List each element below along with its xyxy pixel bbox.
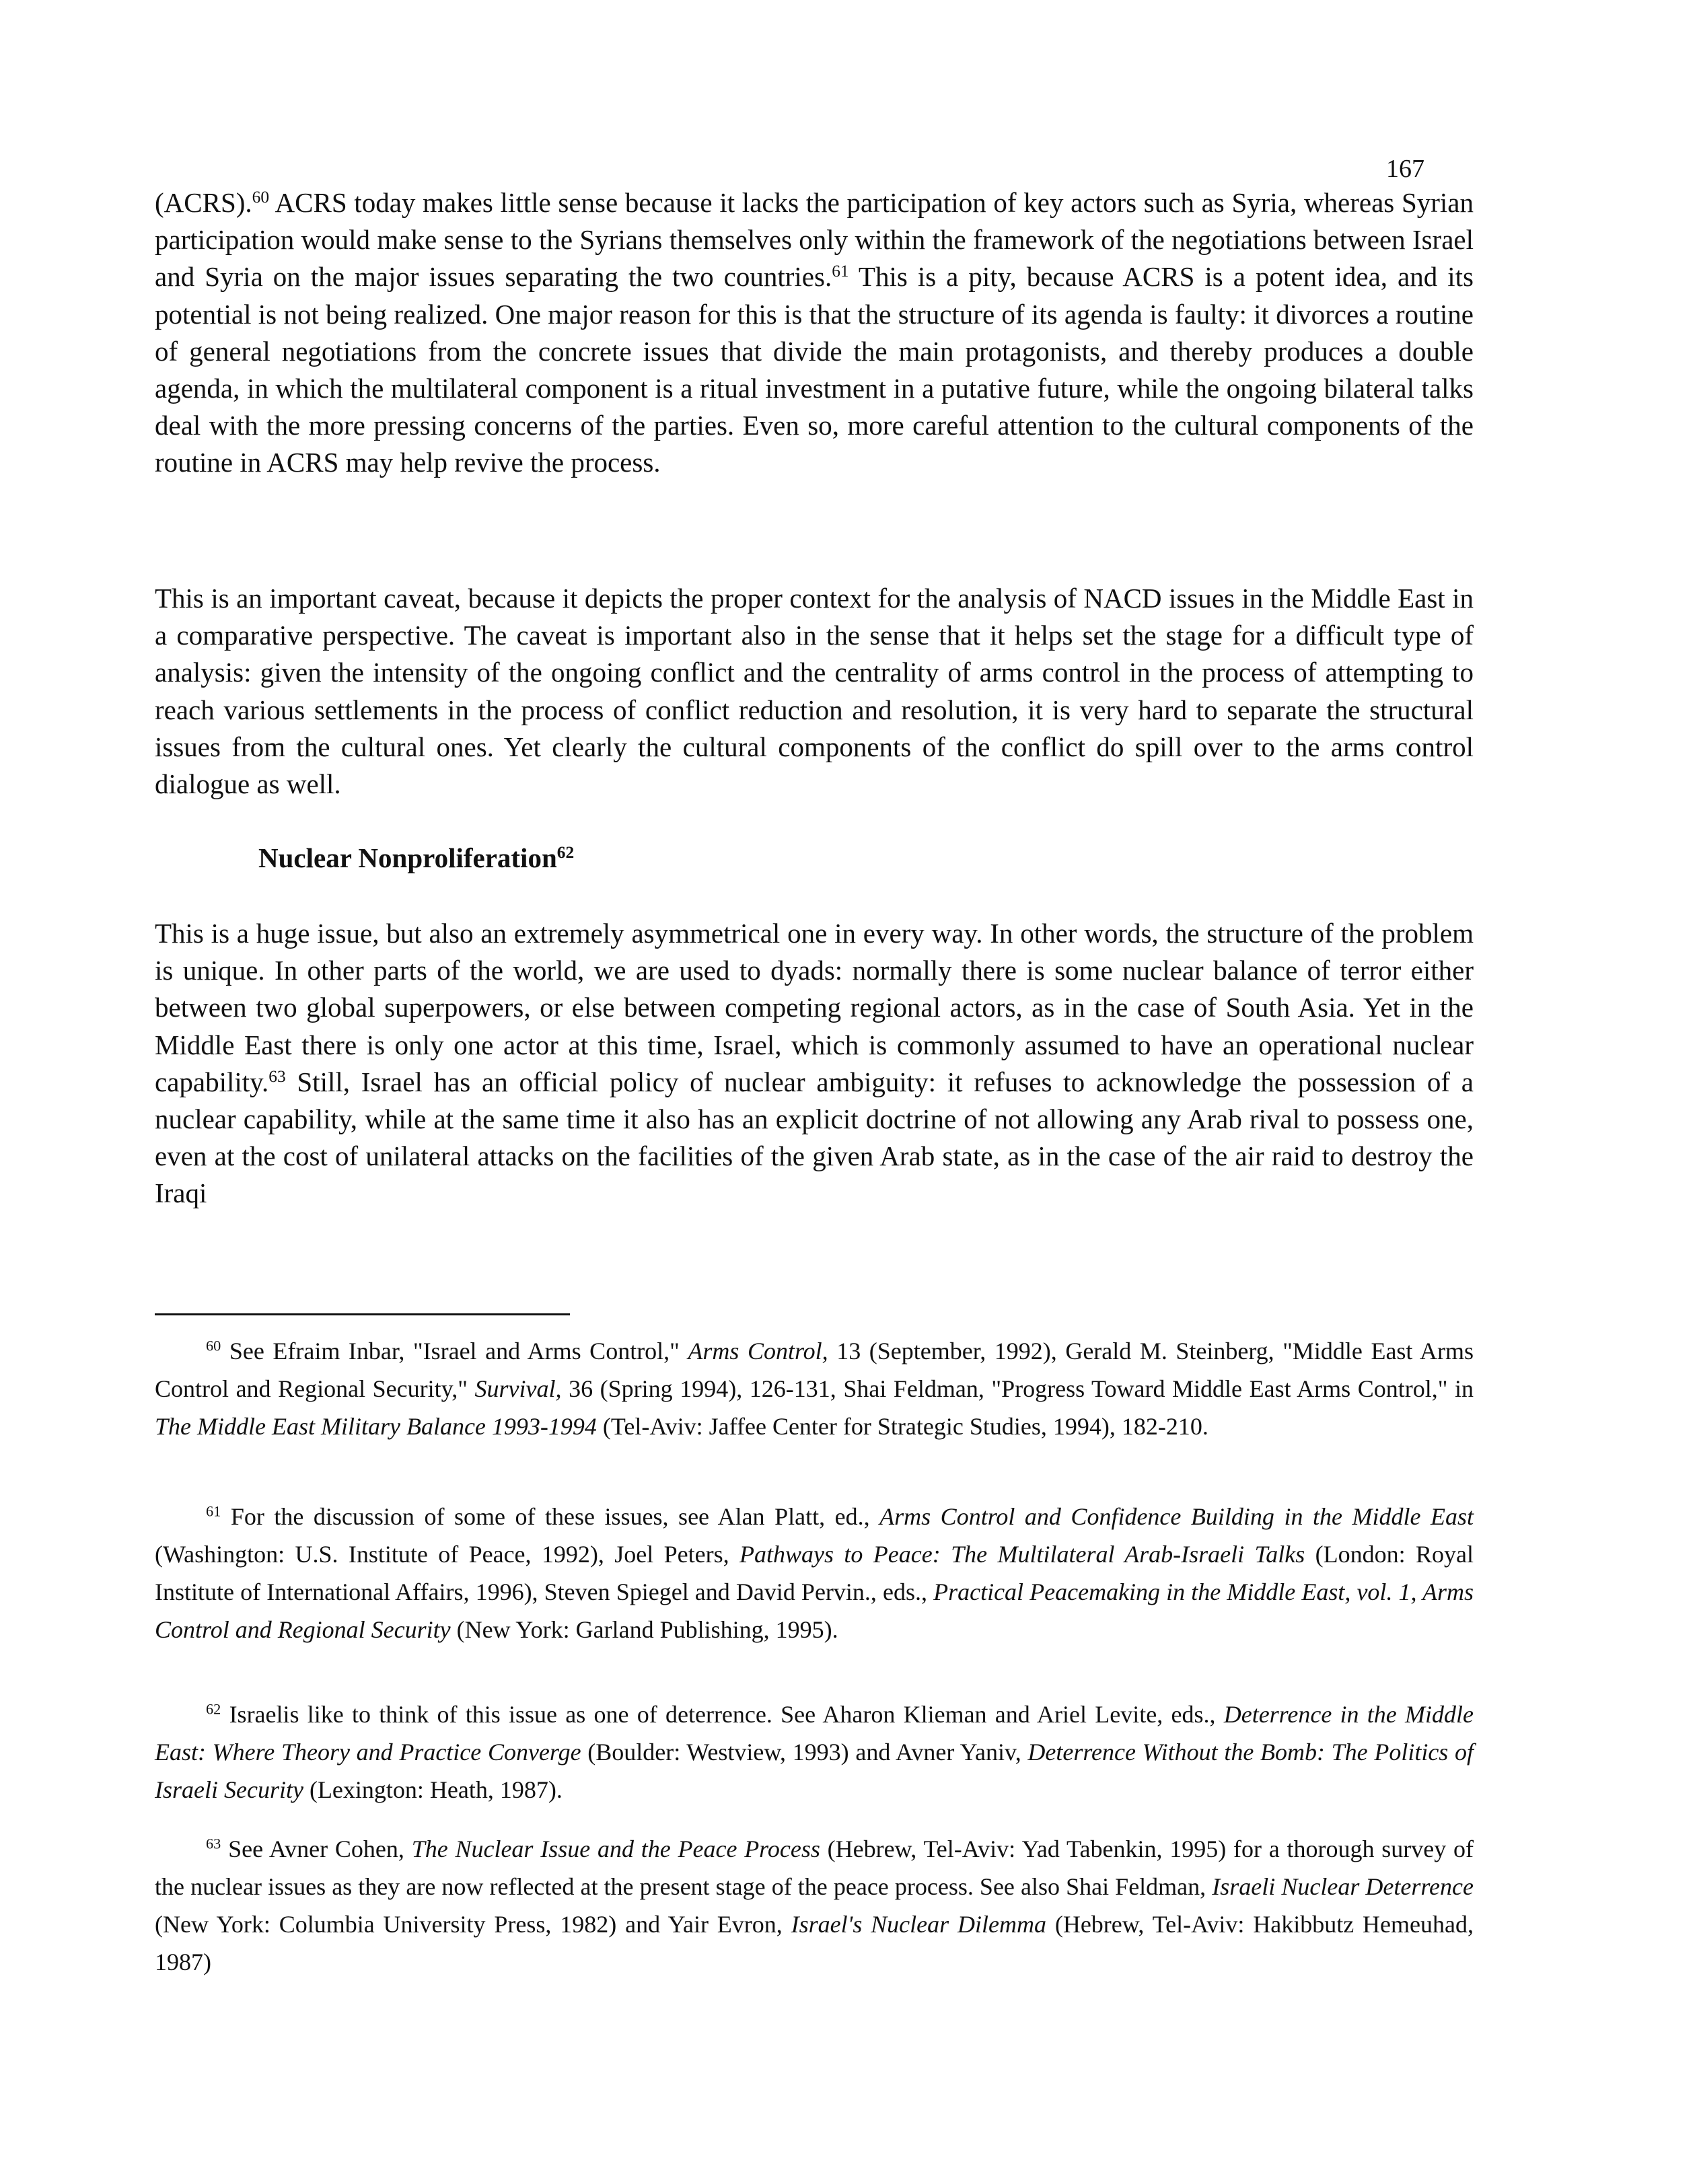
section-heading-text: Nuclear Nonproliferation (258, 842, 557, 873)
footnote-text-run: (Boulder: Westview, 1993) and Avner Yaniv, (581, 1739, 1028, 1766)
footnote-number: 61 (206, 1502, 221, 1520)
footnote-text-run: (Hebrew, Tel-Aviv: Yad Tabenkin, 1995) for a thorough survey of the nuclear issues as they are now reflected at the present stage of the peace process. See also Shai Feldman, (155, 1835, 1474, 1900)
footnote-italic-title: Deterrence Without the Bomb: The Politics of Israeli Security (155, 1739, 1474, 1803)
footnote-62 (155, 1696, 1474, 1809)
body-paragraph-1 (155, 184, 1474, 482)
body-paragraph-3 (155, 915, 1474, 1212)
paragraph-text-run: This is an important caveat, because it depicts the proper context for the analysis of NACD issues in the Middle East in a comparative perspective. The caveat is important also in the sense that it helps set the stage for a difficult type of analysis: given the intensity of the ongoing conflict and the centrality of arms control in the process of attempting to reach various settlements in the process of conflict reduction and resolution, it is very hard to separate the structural issues from the cultural ones. Yet clearly the cultural components of the conflict do spill over to the arms control dialogue as well. (155, 583, 1474, 800)
footnote-text-run: (Washington: U.S. Institute of Peace, 1992), Joel Peters, (155, 1541, 740, 1568)
footnote-63 (155, 1830, 1474, 1981)
footnote-text-run: (New York: Columbia University Press, 1982) and Yair Evron, (155, 1911, 791, 1938)
footnote-text-run: (Lexington: Heath, 1987). (303, 1776, 563, 1803)
section-heading (258, 842, 574, 875)
footnote-text-run: (Hebrew, Tel-Aviv: Hakibbutz Hemeuhad, 1987) (155, 1911, 1474, 1975)
footnote-text-run: See Avner Cohen, (221, 1835, 412, 1862)
footnote-text-run: Israelis like to think of this issue as one of deterrence. See Aharon Klieman and Ariel Levite, eds., (221, 1701, 1224, 1728)
footnote-italic-title: Arms Control and Confidence Building in the Middle East (879, 1503, 1474, 1530)
footnote-text-run: (Tel-Aviv: Jaffee Center for Strategic Studies, 1994), 182-210. (596, 1413, 1208, 1440)
footnote-italic-title: Pathways to Peace: The Multilateral Arab-Israeli Talks (739, 1541, 1305, 1568)
section-heading-footnote-ref: 62 (556, 843, 575, 863)
footnote-italic-title: The Middle East Military Balance 1993-1994 (155, 1413, 597, 1440)
paragraph-text-run: ACRS today makes little sense because it lacks the participation of key actors such as Syria, whereas Syrian participation would make sense to the Syrians themselves only within the framework of the negotiations between Israel and Syria on the major issues separating the two countries. (155, 187, 1474, 293)
footnote-text-run: See Efraim Inbar, "Israel and Arms Control," (221, 1338, 688, 1364)
footnote-text-run: (London: Royal Institute of International Affairs, 1996), Steven Spiegel and David Pervin., eds., (155, 1541, 1474, 1605)
footnote-text-run: 13 (September, 1992), Gerald M. Steinberg, "Middle East Arms Control and Regional Security," (155, 1338, 1474, 1402)
footnote-separator (155, 1313, 570, 1315)
footnote-ref: 63 (268, 1066, 286, 1086)
footnote-text-run: (New York: Garland Publishing, 1995). (450, 1616, 838, 1643)
footnote-ref: 60 (252, 188, 270, 207)
footnote-60 (155, 1332, 1474, 1445)
footnote-number: 63 (206, 1835, 221, 1852)
footnote-ref: 61 (832, 262, 849, 281)
footnote-61 (155, 1498, 1474, 1648)
page-number: 167 (1386, 155, 1424, 183)
paragraph-text-run: (ACRS). (155, 187, 252, 218)
footnote-text-run: 36 (Spring 1994), 126-131, Shai Feldman, "Progress Toward Middle East Arms Control," in (561, 1375, 1474, 1402)
footnote-number: 62 (206, 1700, 221, 1718)
footnote-italic-title: Israel's Nuclear Dilemma (791, 1911, 1046, 1938)
footnote-italic-title: Arms Control, (688, 1338, 828, 1364)
footnote-italic-title: The Nuclear Issue and the Peace Process (411, 1835, 820, 1862)
footnote-italic-title: Practical Peacemaking in the Middle East, vol. 1, Arms Control and Regional Security (155, 1578, 1474, 1643)
footnote-italic-title: Survival, (474, 1375, 562, 1402)
footnote-italic-title: Deterrence in the Middle East: Where Theory and Practice Converge (155, 1701, 1474, 1766)
footnote-number: 60 (206, 1337, 221, 1354)
body-paragraph-2 (155, 580, 1474, 803)
paragraph-text-run: This is a pity, because ACRS is a potent idea, and its potential is not being realized. One major reason for this is that the structure of its agenda is faulty: it divorces a routine of general negotiations from the concrete issues that divide the main protagonists, and thereby produces a double agenda, in which the multilateral component is a ritual investment in a putative future, while the ongoing bilateral talks deal with the more pressing concerns of the parties. Even so, more careful attention to the cultural components of the routine in ACRS may help revive the process. (155, 261, 1474, 478)
paragraph-text-run: Still, Israel has an official policy of nuclear ambiguity: it refuses to acknowledge the possession of a nuclear capability, while at the same time it also has an explicit doctrine of not allowing any Arab rival to possess one, even at the cost of unilateral attacks on the facilities of the given Arab state, as in the case of the air raid to destroy the Iraqi (155, 1066, 1474, 1209)
footnote-text-run: For the discussion of some of these issues, see Alan Platt, ed., (221, 1503, 880, 1530)
paragraph-text-run: This is a huge issue, but also an extremely asymmetrical one in every way. In other words, the structure of the problem is unique. In other parts of the world, we are used to dyads: normally there is some nuclear balance of terror either between two global superpowers, or else between competing regional actors, as in the case of South Asia. Yet in the Middle East there is only one actor at this time, Israel, which is commonly assumed to have an operational nuclear capability. (155, 918, 1474, 1097)
footnote-italic-title: Israeli Nuclear Deterrence (1212, 1873, 1474, 1900)
